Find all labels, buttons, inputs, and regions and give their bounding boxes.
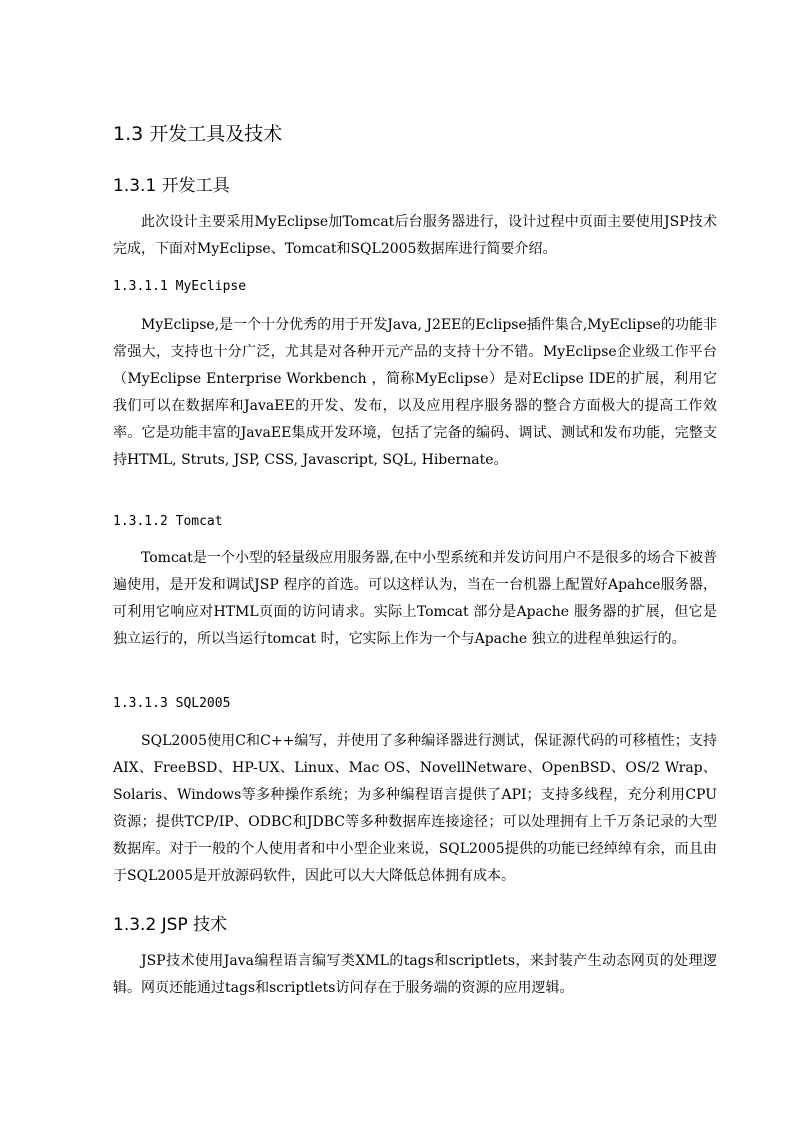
subsection-heading-tools: 1.3.1 开发工具 <box>113 176 230 196</box>
sql2005-paragraph: SQL2005使用C和C++编写，并使用了多种编译器进行测试，保证源代码的可移植性；支持AIX、FreeBSD、HP-UX、Linux、Mac OS、NovellNetware、OpenBSD、OS/2 Wrap、Solaris、Windows等多种操作系统；为多种编程语言提供了API；支持多线程，充分利用CPU资源；提供TCP/IP、ODBC和JDBC等多种数据库连接途径；可以处理拥有上千万条记录的大型数据库。对于一般的个人使用者和中小型企业来说，SQL2005提供的功能已经绰绰有余，而且由于SQL2005是开放源码软件，因此可以大大降低总体拥有成本。 <box>113 733 717 884</box>
sql2005-heading: 1.3.1.3 SQL2005 <box>113 696 231 711</box>
jsp-paragraph: JSP技术使用Java编程语言编写类XML的tags和scriptlets，来封装产生动态网页的处理逻辑。网页还能通过tags和scriptlets访问存在于服务端的资源的应用逻辑。 <box>113 953 717 996</box>
tools-intro-paragraph: 此次设计主要采用MyEclipse加Tomcat后台服务器进行，设计过程中页面主要使用JSP技术完成，下面对MyEclipse、Tomcat和SQL2005数据库进行简要介绍。 <box>113 214 717 257</box>
subsection-heading-jsp: 1.3.2 JSP 技术 <box>113 915 228 935</box>
myeclipse-paragraph: MyEclipse,是一个十分优秀的用于开发Java, J2EE的Eclipse插件集合,MyEclipse的功能非常强大，支持也十分广泛，尤其是对各种开元产品的支持十分不错。MyEclipse企业级工作平台（MyEclipse Enterprise Workbench ，简称MyEclipse）是对Eclipse IDE的扩展，利用它我们可以在数据库和JavaEE的开发、发布，以及应用程序服务器的整合方面极大的提高工作效率。它是功能丰富的JavaEE集成开发环境，包括了完备的编码、调试、测试和发布功能，完整支持HTML, Struts, JSP, CSS, Javascript, SQL, Hibernate。 <box>113 317 717 468</box>
tomcat-paragraph: Tomcat是一个小型的轻量级应用服务器,在中小型系统和并发访问用户不是很多的场合下被普遍使用，是开发和调试JSP 程序的首选。可以这样认为，当在一台机器上配置好Apahce服务器，可利用它响应对HTML页面的访问请求。实际上Tomcat 部分是Apache 服务器的扩展，但它是独立运行的，所以当运行tomcat 时，它实际上作为一个与Apache 独立的进程单独运行的。 <box>113 550 717 647</box>
tomcat-heading: 1.3.1.2 Tomcat <box>113 514 223 529</box>
myeclipse-heading: 1.3.1.1 MyEclipse <box>113 279 247 294</box>
section-heading: 1.3 开发工具及技术 <box>113 123 283 145</box>
